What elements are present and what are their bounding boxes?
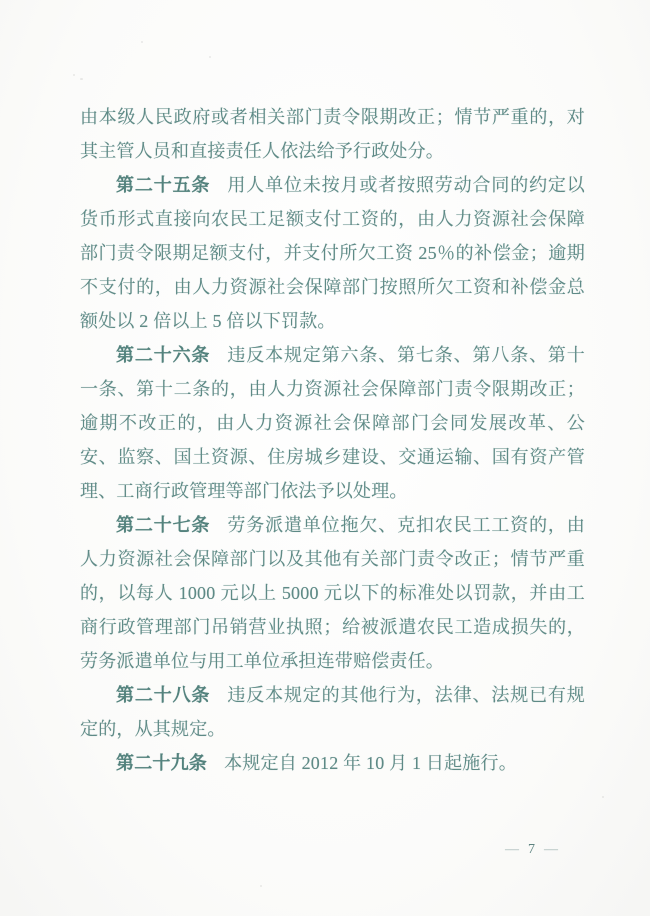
page-number [505,840,560,860]
paragraph-text: 违反本规定的其他行为，法律、法规已有规定的，从其规定。 [80,685,585,739]
page-number-dash-left: — [505,842,521,857]
legal-paragraph [80,168,585,338]
page-number-value: 7 [528,842,537,857]
legal-paragraph [80,508,585,678]
paper-speckle [602,796,604,798]
article-number: 第二十八条 [116,685,211,705]
legal-paragraph [80,100,585,168]
paper-speckle [260,885,262,887]
legal-paragraph [80,338,585,508]
page-number-dash-right: — [544,842,560,857]
paragraph-text: 劳务派遣单位拖欠、克扣农民工工资的，由人力资源社会保障部门以及其他有关部门责令改正；情节严重的，以每人 1000 元以上 5000 元以下的标准处以罚款，并由工商行政管理部门吊销营业执照；给被派遣农民工造成损失的，劳务派遣单位与用工单位承担连带赔偿责任。 [80,515,585,671]
article-number: 第二十五条 [116,175,211,195]
paper-speckle [209,56,211,58]
paragraph-text: 由本级人民政府或者相关部门责令限期改正；情节严重的，对其主管人员和直接责任人依法给予行政处分。 [80,107,585,161]
paper-speckle [141,41,143,43]
legal-text [80,100,585,780]
paragraph-text: 用人单位未按月或者按照劳动合同的约定以货币形式直接向农民工足额支付工资的，由人力资源社会保障部门责令限期足额支付，并支付所欠工资 25％的补偿金；逾期不支付的，由人力资源社会保障部门按照所欠工资和补偿金总额处以 2 倍以上 5 倍以下罚款。 [80,175,585,331]
article-number: 第二十六条 [116,345,211,365]
legal-paragraph [80,746,585,780]
article-number: 第二十九条 [116,753,207,773]
article-number: 第二十七条 [116,515,211,535]
paper-speckle [73,74,75,76]
legal-paragraph [80,678,585,746]
paper-speckle [80,78,83,80]
paragraph-text: 本规定自 2012 年 10 月 1 日起施行。 [224,753,517,773]
paragraph-text: 违反本规定第六条、第七条、第八条、第十一条、第十二条的，由人力资源社会保障部门责令限期改正；逾期不改正的，由人力资源社会保障部门会同发展改革、公安、监察、国土资源、住房城乡建设、交通运输、国有资产管理、工商行政管理等部门依法予以处理。 [80,345,585,501]
